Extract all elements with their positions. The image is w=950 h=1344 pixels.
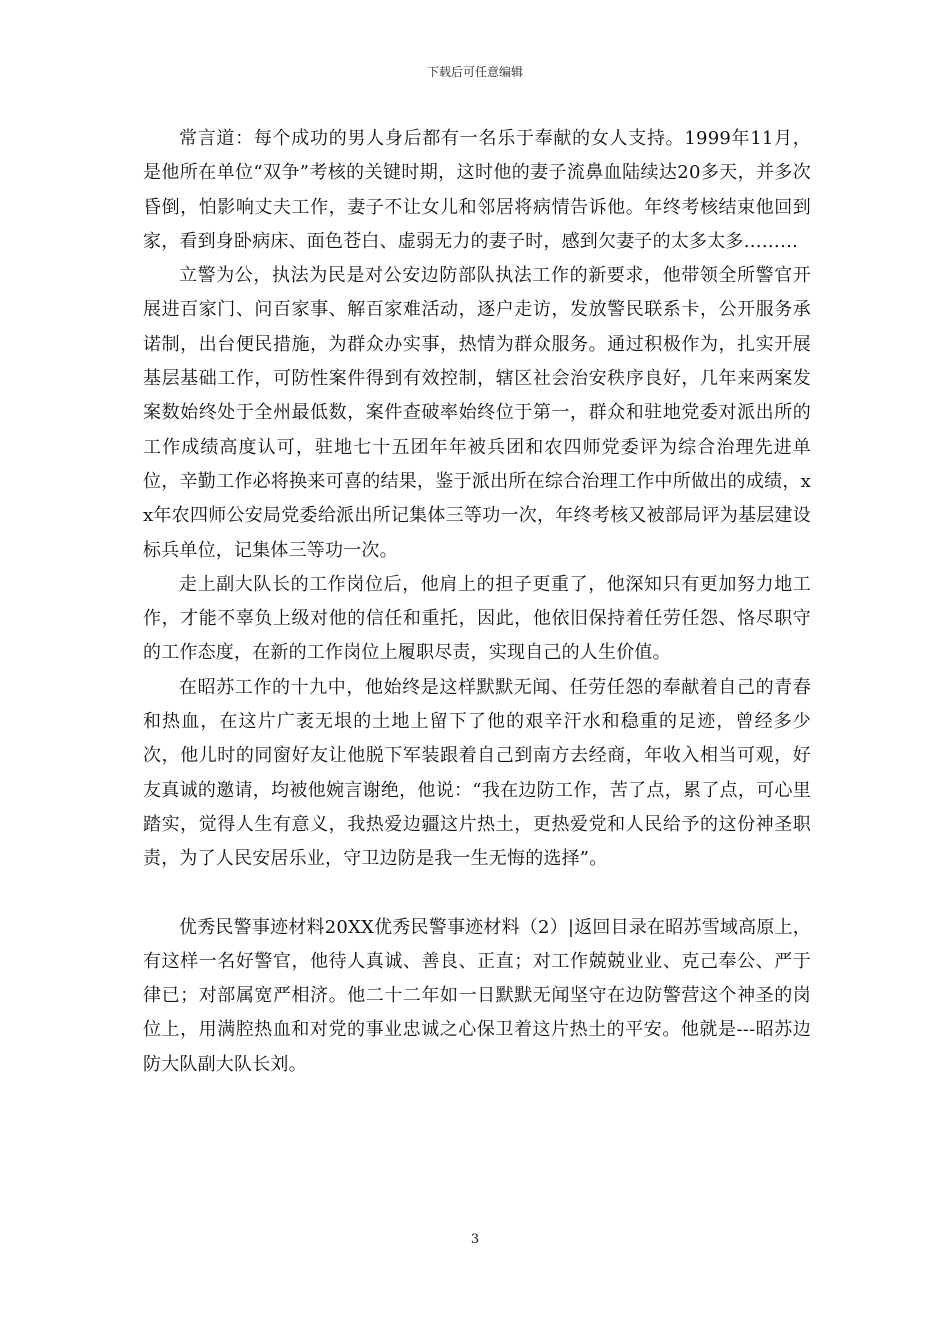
paragraph-law-enforcement: 立警为公，执法为民是对公安边防部队执法工作的新要求，他带领全所警官开展进百家门、问百家事、解百家难活动，逐户走访，发放警民联系卡，公开服务承诺制，出台便民措施，为群众办实事，热情为群众服务。通过积极作为，扎实开展基层基础工作，可防性案件得到有效控制，辖区社会治安秩序良好，几年来两案发案数始终处于全州最低数，案件查破率始终位于第一，群众和驻地党委对派出所的工作成绩高度认可，驻地七十五团年年被兵团和农四师党委评为综合治理先进单位，辛勤工作必将换来可喜的结果，鉴于派出所在综合治理工作中所做出的成绩，xx年农四师公安局党委给派出所记集体三等功一次，年终考核又被部局评为基层建设标兵单位，记集体三等功一次。: [143, 265, 811, 561]
document-body: [143, 122, 811, 1082]
paragraph-spouse-support: 常言道：每个成功的男人身后都有一名乐于奉献的女人支持。1999年11月，是他所在单位“双争”考核的关键时期，这时他的妻子流鼻血陆续达20多天，并多次昏倒，怕影响丈夫工作，妻子不让女儿和邻居将病情告诉他。年终考核结束他回到家，看到身卧病床、面色苍白、虚弱无力的妻子时，感到欠妻子的太多太多………: [143, 128, 811, 252]
paragraph-dedication: 在昭苏工作的十九中，他始终是这样默默无闻、任劳任怨的奉献着自己的青春和热血，在这片广袤无垠的土地上留下了他的艰辛汗水和稳重的足迹，曾经多少次，他儿时的同窗好友让他脱下军装跟着自己到南方去经商，年收入相当可观，好友真诚的邀请，均被他婉言谢绝，他说：“我在边防工作，苦了点，累了点，可心里踏实，觉得人生有意义，我热爱边疆这片热土，更热爱党和人民给予的这份神圣职责，为了人民安居乐业，守卫边防是我一生无悔的选择”。: [143, 676, 811, 870]
paragraph-second-material: 优秀民警事迹材料20XX优秀民警事迹材料（2）|返回目录在昭苏雪域高原上，有这样一名好警官，他待人真诚、善良、正直；对工作兢兢业业、克己奉公、严于律已；对部属宽严相济。他二十二年如一日默默无闻坚守在边防警营这个神圣的岗位上，用满腔热血和对党的事业忠诚之心保卫着这片热土的平安。他就是---昭苏边防大队副大队长刘。: [143, 916, 811, 1075]
page-number: 3: [470, 1232, 480, 1247]
page-header: 下载后可任意编辑: [426, 65, 523, 79]
paragraph-deputy-captain: 走上副大队长的工作岗位后，他肩上的担子更重了，他深知只有更加努力地工作，才能不辜负上级对他的信任和重托，因此，他依旧保持着任劳任怨、恪尽职守的工作态度，在新的工作岗位上履职尽责，实现自己的人生价值。: [143, 573, 811, 664]
